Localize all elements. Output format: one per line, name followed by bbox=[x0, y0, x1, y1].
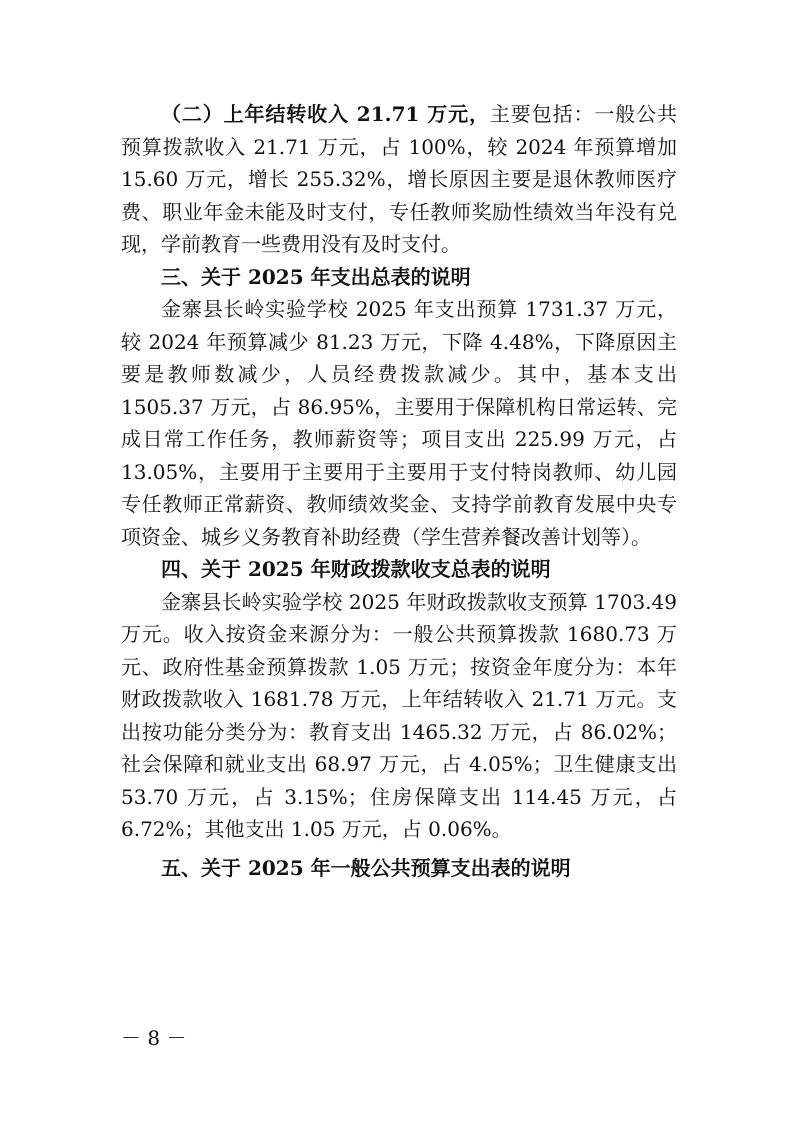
section-heading-4: 四、关于 2025 年财政拨款收支总表的说明 bbox=[161, 557, 551, 581]
paragraph-fiscal-appropriation: 金寨县长岭实验学校 2025 年财政拨款收支预算 1703.49 万元。收入按资金来源分为：一般公共预算拨款 1680.73 万元、政府性基金预算拨款 1.05 万元；按资金年度分为：本年财政拨款收入 1681.78 万元，上年结转收入 21.71 万元。支出按功能分类分为：教育支出 1465.32 万元，占 86.02%；社会保障和就业支出 68.97 万元，占 4.05%；卫生健康支出 53.70 万元，占 3.15%；住房保障支出 114.45 万元，占 6.72%；其他支出 1.05 万元，占 0.06%。 bbox=[121, 589, 677, 841]
document-body bbox=[121, 98, 677, 884]
paragraph-expenditure-summary: 金寨县长岭实验学校 2025 年支出预算 1731.37 万元，较 2024 年预算减少 81.23 万元，下降 4.48%，下降原因主要是教师数减少，人员经费拨款减少。其中，基本支出 1505.37 万元，占 86.95%，主要用于保障机构日常运转、完成日常工作任务，教师薪资等；项目支出 225.99 万元，占 13.05%，主要用于主要用于主要用于支付特岗教师、幼儿园专任教师正常薪资、教师绩效奖金、支持学前教育发展中央专项资金、城乡义务教育补助经费（学生营养餐改善计划等）。 bbox=[121, 297, 677, 549]
paragraph-text: 主要包括：一般公共预算拨款收入 21.71 万元，占 100%，较 2024 年预算增加 15.60 万元，增长 255.32%，增长原因主要是退休教师医疗费、职业年金未能及时支付，专任教师奖励性绩效当年没有兑现，学前教育一些费用没有及时支付。 bbox=[121, 102, 677, 256]
paragraph-lead-bold: （二）上年结转收入 21.71 万元， bbox=[161, 102, 490, 126]
section-heading-5: 五、关于 2025 年一般公共预算支出表的说明 bbox=[161, 855, 571, 880]
section-heading-3: 三、关于 2025 年支出总表的说明 bbox=[161, 264, 471, 289]
paragraph-prior-year-carryover bbox=[121, 98, 677, 261]
page-number: － 8 － bbox=[121, 1026, 187, 1050]
